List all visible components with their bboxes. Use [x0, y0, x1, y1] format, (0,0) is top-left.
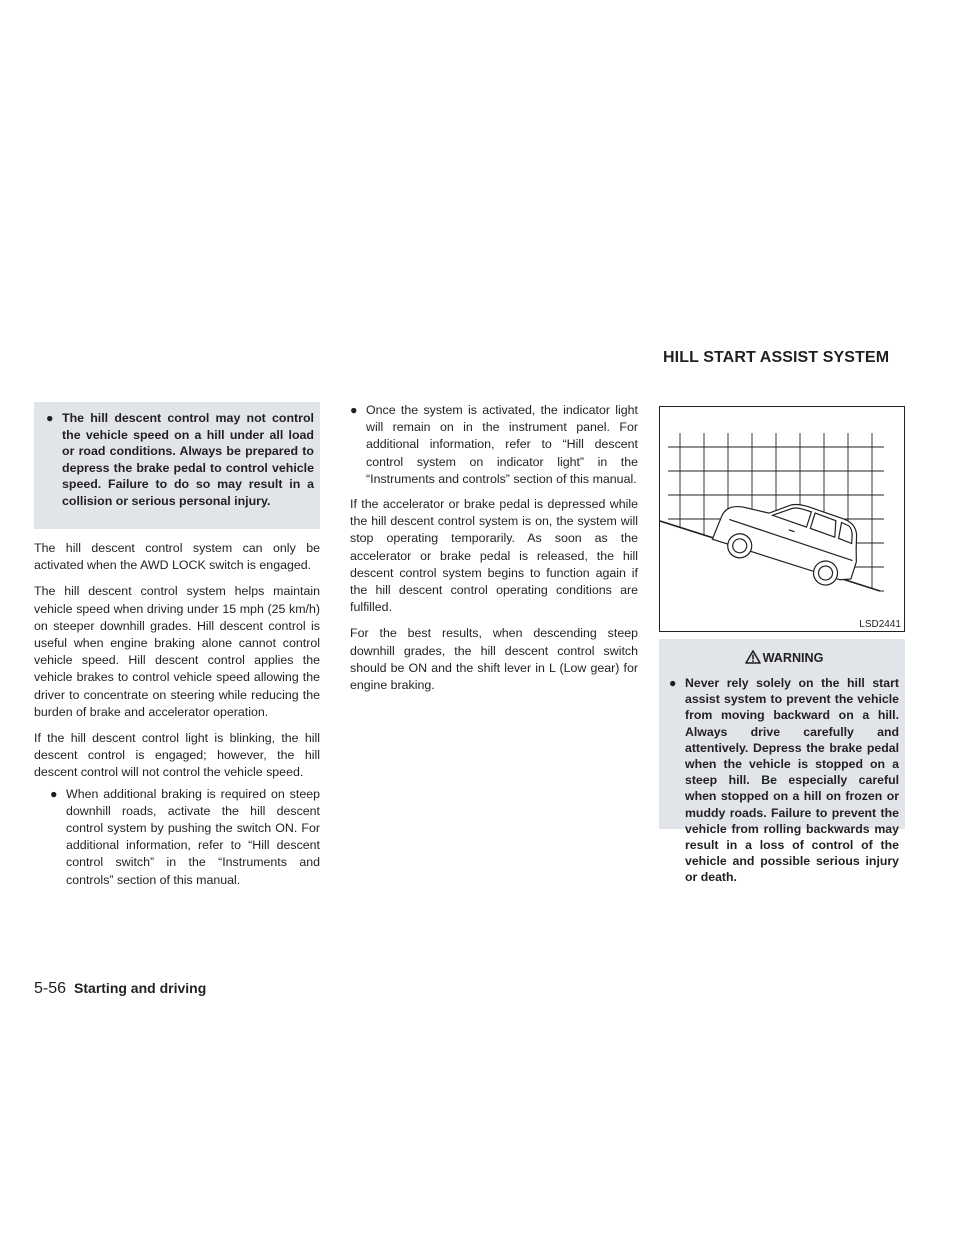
- warning-text: The hill descent control may not control the vehicle speed on a hill under all load or road conditions. Always be prepared to depress the brake pedal to control vehicle speed. Failure to do so may result in a collision or serious personal injury.: [62, 411, 314, 508]
- bullet-text: Once the system is activated, the indicator light will remain on in the instrument panel. For additional information, refer to “Hill descent control system on indicator light” in the “Instruments and controls” section of this manual.: [366, 403, 638, 486]
- warning-bullet-hill-descent: [46, 410, 314, 509]
- bullet-glyph: ●: [50, 786, 58, 801]
- bullet-glyph: ●: [669, 676, 677, 690]
- figure-code: LSD2441: [859, 619, 901, 630]
- chapter-title: Starting and driving: [74, 980, 207, 996]
- bullet-text: When additional braking is required on steep downhill roads, activate the hill descent control system by pushing the switch ON. For additional information, refer to “Hill descent control switch” in the “Instruments and controls” section of this manual.: [66, 786, 320, 887]
- warning-heading: [669, 650, 899, 665]
- warning-bullet-hill-start: [669, 675, 899, 886]
- warning-text: Never rely solely on the hill start assist system to prevent the vehicle from moving backward on a hill. Always drive carefully and attentively. Depress the brake pedal when the vehicle is stopped on a steep hill. Be especially careful when stopped on a hill on frozen or muddy roads. Failure to prevent the vehicle from rolling backwards may result in a loss of control of the vehicle and possible serious injury or death.: [685, 676, 899, 885]
- warning-box-hill-descent: [34, 402, 320, 529]
- paragraph-hdc-blinking: If the hill descent control light is blinking, the hill descent control is engaged; however, the hill descent control will not control the vehicle speed.: [34, 731, 320, 780]
- paragraph-awd-lock: The hill descent control system can only be activated when the AWD LOCK switch is engaged.: [34, 541, 320, 573]
- list-item-additional-braking: [50, 786, 320, 889]
- paragraph-hdc-overview: The hill descent control system helps maintain vehicle speed when driving under 15 mph (25 km/h) on steeper downhill grades. Hill descent control is useful when engine braking alone cannot control vehicle speed. Hill descent control applies the vehicle brakes to control vehicle speed allowing the driver to concentrate on steering while reducing the burden of brake and accelerator operation.: [34, 584, 320, 719]
- paragraph-best-results: For the best results, when descending steep downhill grades, the hill descent control switch should be ON and the shift lever in L (Low gear) for engine braking.: [350, 626, 638, 693]
- column-1-body: [34, 540, 320, 889]
- paragraph-pedal-depressed: If the accelerator or brake pedal is depressed while the hill descent control system is on, the system will stop operating temporarily. As soon as the accelerator or brake pedal is released, the hill descent control system begins to function again if the hill descent control operating conditions are fulfilled.: [350, 497, 638, 615]
- column-2-body: [350, 402, 638, 703]
- figure-car-on-hill: [659, 406, 905, 632]
- bullet-glyph: ●: [46, 411, 54, 425]
- bullet-glyph: ●: [350, 403, 358, 417]
- section-title: HILL START ASSIST SYSTEM: [663, 349, 890, 366]
- warning-triangle-icon: [745, 650, 761, 664]
- list-item-indicator-light: [350, 402, 638, 488]
- page-footer: [34, 980, 206, 998]
- warning-heading-text: WARNING: [762, 651, 824, 665]
- warning-box-hill-start: [659, 639, 905, 885]
- page-number: 5-56: [34, 980, 67, 997]
- car-on-hill-illustration: [660, 407, 904, 631]
